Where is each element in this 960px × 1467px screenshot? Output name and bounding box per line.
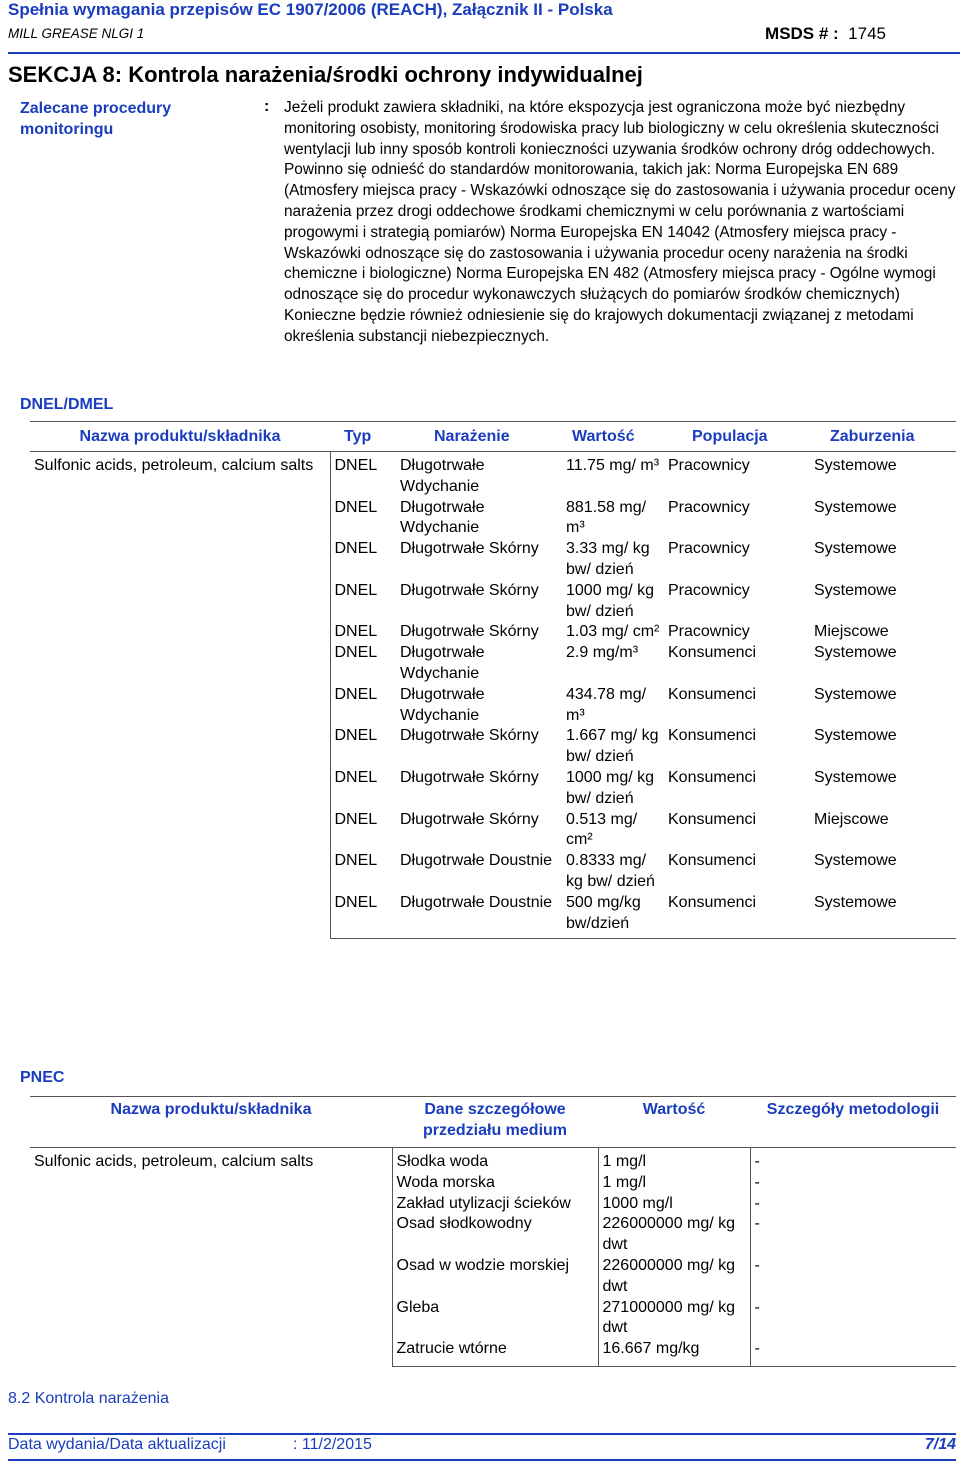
pnec-medium: Woda morska bbox=[396, 1173, 495, 1191]
pnec-value: 1 mg/l bbox=[598, 1173, 750, 1194]
pnec-medium: Zakład utylizacji ścieków bbox=[396, 1194, 571, 1212]
dnel-effect: Systemowe bbox=[810, 893, 956, 939]
dnel-exposure: Długotrwałe Wdychanie bbox=[400, 498, 485, 537]
dnel-value: 1.667 mg/ kg bw/ dzień bbox=[566, 727, 659, 766]
dnel-value: 500 mg/kg bw/dzień bbox=[562, 893, 664, 939]
pnec-value: 1000 mg/l bbox=[598, 1194, 750, 1215]
dnel-population: Konsumenci bbox=[668, 727, 757, 745]
document-title: Spełnia wymagania przepisów EC 1907/2006 (REACH), Załącznik II - Polska bbox=[8, 0, 613, 19]
dnel-header-value: Wartość bbox=[562, 422, 664, 452]
dnel-label: DNEL/DMEL bbox=[20, 396, 114, 413]
dnel-exposure: Długotrwałe Wdychanie bbox=[400, 685, 485, 724]
dnel-header-type: Typ bbox=[330, 422, 396, 452]
pnec-medium: Osad w wodzie morskiej bbox=[396, 1256, 569, 1274]
dnel-exposure: Długotrwałe Skórny bbox=[400, 581, 539, 599]
dnel-effect: Systemowe bbox=[814, 768, 897, 786]
dnel-exposure: Długotrwałe Skórny bbox=[400, 727, 539, 745]
dnel-population: Konsumenci bbox=[668, 810, 757, 828]
page-number: 7/14 bbox=[924, 1436, 956, 1453]
pnec-medium: Zatrucie wtórne bbox=[392, 1339, 598, 1366]
dnel-population: Pracownicy bbox=[668, 581, 750, 599]
pnec-medium: Osad słodkowodny bbox=[396, 1215, 532, 1233]
pnec-method: - bbox=[750, 1339, 956, 1366]
pnec-value: 16.667 mg/kg bbox=[598, 1339, 750, 1366]
section-title: SEKCJA 8: Kontrola narażenia/środki ochrony indywidualnej bbox=[8, 62, 643, 87]
pnec-medium: Gleba bbox=[396, 1298, 440, 1316]
msds-value: 1745 bbox=[848, 24, 886, 43]
section-8-2-heading: 8.2 Kontrola narażenia bbox=[8, 1390, 169, 1407]
pnec-value: 226000000 mg/ kg dwt bbox=[598, 1214, 750, 1256]
monitoring-text: Jeżeli produkt zawiera składniki, na które ekspozycja jest ograniczona może być niezbędny monitoring osobisty, monitoring środowiska pracy lub biologiczny w celu określenia skuteczności wentylacji lub inny sposób kontroli konieczności uzywania środków ochrony dróg oddechowych. Powinno się odnieść do standardów monitorowania, takich jak: Norma Europejska EN 689 (Atmosfery miejsca pracy - Wskazówki odnoszące się do zastosowania i używania procedur oceny narażenia przez drogi oddechowe środkami chemicznymi w celu porównania z wartościami progowymi i strategią pomiarów) Norma Europejska EN 14042 (Atmosfery miejsca pracy - Wskazówki odnoszące się do zastosowania i używania procedur oceny narażenia na środki chemiczne i biologiczne) Norma Europejska EN 482 (Atmosfery miejsca pracy - Ogólne wymogi odnoszące się do procedur wykonawczych służących do pomiarów środków chemicznych) Konieczne będzie również odniesienie się do krajowych dokumentacji związanej z metodami określenia substancji niebezpiecznych. bbox=[284, 99, 956, 345]
pnec-header-method: Szczegóły metodologii bbox=[750, 1097, 956, 1148]
dnel-value: 434.78 mg/ m³ bbox=[566, 685, 647, 724]
footer-date-label: Data wydania/Data aktualizacji bbox=[8, 1436, 226, 1453]
dnel-header-product: Nazwa produktu/składnika bbox=[30, 422, 330, 452]
pnec-medium: Słodka woda bbox=[396, 1153, 489, 1170]
pnec-method: - bbox=[750, 1214, 956, 1256]
dnel-type: DNEL bbox=[330, 893, 396, 939]
dnel-exposure: Długotrwałe Skórny bbox=[400, 540, 539, 558]
monitoring-label: Zalecane procedury monitoringu bbox=[20, 100, 172, 138]
dnel-value: 1000 mg/ kg bw/ dzień bbox=[566, 581, 655, 620]
header-divider bbox=[8, 52, 960, 54]
dnel-effect: Systemowe bbox=[814, 540, 897, 558]
pnec-header-row bbox=[30, 1097, 956, 1148]
dnel-type: DNEL bbox=[334, 727, 378, 745]
pnec-value: 1 mg/l bbox=[598, 1148, 750, 1173]
dnel-value: 0.513 mg/ cm² bbox=[566, 810, 638, 849]
monitoring-colon: : bbox=[264, 98, 270, 115]
dnel-value: 11.75 mg/ m³ bbox=[566, 457, 660, 474]
dnel-population: Konsumenci bbox=[664, 893, 810, 939]
dnel-type: DNEL bbox=[334, 852, 378, 870]
pnec-header-product: Nazwa produktu/składnika bbox=[30, 1097, 392, 1148]
dnel-population: Konsumenci bbox=[668, 768, 757, 786]
dnel-population: Konsumenci bbox=[668, 852, 757, 870]
pnec-header-medium: Dane szczegółowe przedziału medium bbox=[392, 1097, 598, 1148]
dnel-exposure: Długotrwałe Doustnie bbox=[396, 893, 562, 939]
dnel-population: Pracownicy bbox=[668, 457, 750, 474]
dnel-type: DNEL bbox=[334, 540, 378, 558]
dnel-header-effect: Zaburzenia bbox=[810, 422, 956, 452]
dnel-value: 3.33 mg/ kg bw/ dzień bbox=[566, 540, 650, 578]
dnel-value: 881.58 mg/ m³ bbox=[566, 498, 647, 537]
pnec-method: - bbox=[750, 1173, 956, 1194]
pnec-value: 271000000 mg/ kg dwt bbox=[598, 1298, 750, 1340]
dnel-type: DNEL bbox=[334, 498, 378, 516]
dnel-value: 1000 mg/ kg bw/ dzień bbox=[566, 768, 655, 807]
dnel-effect: Systemowe bbox=[814, 498, 897, 516]
dnel-value: 1.03 mg/ cm² bbox=[566, 623, 660, 641]
dnel-effect: Systemowe bbox=[814, 581, 897, 599]
pnec-method: - bbox=[750, 1148, 956, 1173]
dnel-population: Konsumenci bbox=[668, 644, 757, 662]
dnel-product-name: Sulfonic acids, petroleum, calcium salts bbox=[30, 452, 330, 939]
dnel-exposure: Długotrwałe Wdychanie bbox=[400, 457, 485, 495]
dnel-value: 2.9 mg/m³ bbox=[566, 644, 639, 662]
msds-number bbox=[765, 24, 886, 44]
dnel-type: DNEL bbox=[334, 685, 378, 703]
dnel-type: DNEL bbox=[334, 644, 378, 662]
dnel-type: DNEL bbox=[334, 623, 378, 641]
dnel-population: Konsumenci bbox=[668, 685, 757, 703]
dnel-exposure: Długotrwałe Wdychanie bbox=[400, 644, 485, 682]
dnel-population: Pracownicy bbox=[668, 623, 750, 641]
dnel-type: DNEL bbox=[334, 581, 378, 599]
pnec-label: PNEC bbox=[20, 1069, 65, 1086]
dnel-header-exposure: Narażenie bbox=[396, 422, 562, 452]
dnel-effect: Systemowe bbox=[814, 457, 897, 474]
pnec-method: - bbox=[750, 1194, 956, 1215]
dnel-effect: Miejscowe bbox=[814, 810, 889, 828]
msds-label: MSDS # : bbox=[765, 24, 839, 43]
dnel-effect: Systemowe bbox=[814, 852, 897, 870]
footer-date-value: : 11/2/2015 bbox=[293, 1436, 372, 1453]
dnel-exposure: Długotrwałe Skórny bbox=[400, 810, 539, 828]
dnel-header-population: Populacja bbox=[664, 422, 810, 452]
dnel-header-row bbox=[30, 422, 956, 452]
dnel-exposure: Długotrwałe Skórny bbox=[400, 768, 539, 786]
dnel-value: 0.8333 mg/ kg bw/ dzień bbox=[566, 852, 655, 890]
dnel-type: DNEL bbox=[334, 457, 378, 474]
dnel-exposure: Długotrwałe Skórny bbox=[400, 623, 539, 641]
dnel-population: Pracownicy bbox=[668, 498, 750, 516]
footer bbox=[8, 1433, 956, 1461]
dnel-effect: Systemowe bbox=[814, 644, 897, 662]
dnel-type: DNEL bbox=[334, 768, 378, 786]
pnec-value: 226000000 mg/ kg dwt bbox=[598, 1256, 750, 1298]
pnec-method: - bbox=[750, 1256, 956, 1298]
pnec-method: - bbox=[750, 1298, 956, 1340]
dnel-table bbox=[30, 421, 956, 939]
dnel-exposure: Długotrwałe Doustnie bbox=[400, 852, 553, 870]
dnel-type: DNEL bbox=[334, 810, 378, 828]
dnel-effect: Miejscowe bbox=[814, 623, 889, 641]
table-row bbox=[30, 1148, 956, 1173]
pnec-header-value: Wartość bbox=[598, 1097, 750, 1148]
pnec-table bbox=[30, 1096, 956, 1367]
pnec-product-name: Sulfonic acids, petroleum, calcium salts bbox=[30, 1148, 392, 1367]
dnel-effect: Systemowe bbox=[814, 685, 897, 703]
dnel-population: Pracownicy bbox=[668, 540, 750, 558]
dnel-effect: Systemowe bbox=[814, 727, 897, 745]
product-name: MILL GREASE NLGI 1 bbox=[8, 26, 145, 41]
table-row bbox=[30, 452, 956, 498]
